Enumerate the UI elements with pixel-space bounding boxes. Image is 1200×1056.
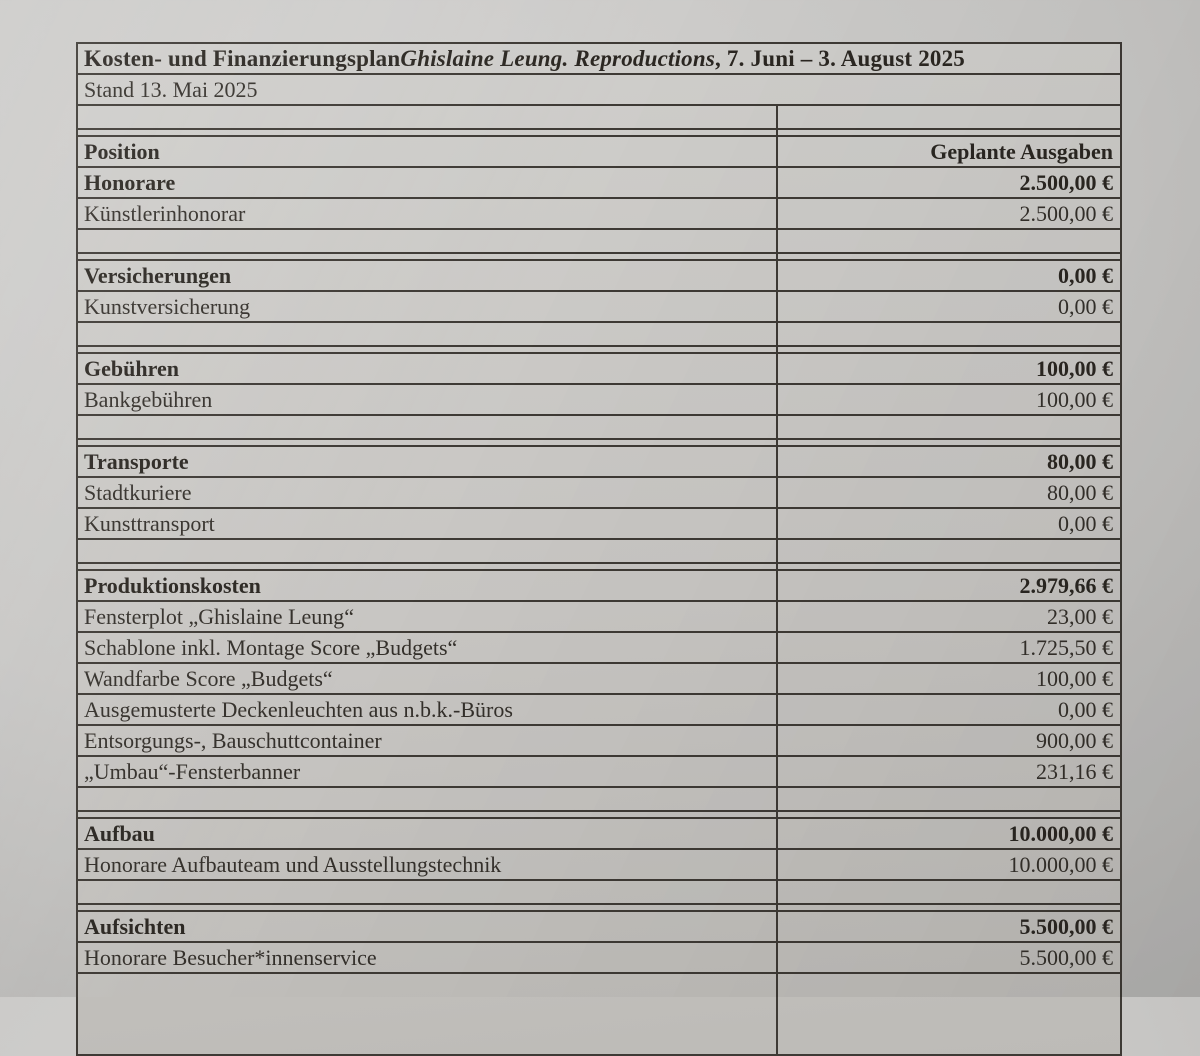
item-row <box>78 199 1120 230</box>
separator-row <box>78 788 1120 812</box>
item-row <box>78 385 1120 416</box>
section-header-row <box>78 168 1120 199</box>
section-header-amount: 80,00 € <box>1047 448 1113 474</box>
item-label: Wandfarbe Score „Budgets“ <box>84 665 333 691</box>
item-label: Bankgebühren <box>84 386 213 412</box>
item-label: Kunstversicherung <box>84 293 251 319</box>
section-header-label: Aufsichten <box>84 913 186 939</box>
item-amount: 10.000,00 € <box>1008 851 1113 877</box>
item-row <box>78 478 1120 509</box>
item-row <box>78 726 1120 757</box>
section-header-row <box>78 910 1120 943</box>
item-amount: 1.725,50 € <box>1019 634 1113 660</box>
item-amount: 100,00 € <box>1036 665 1113 691</box>
section-header-label: Gebühren <box>84 355 179 381</box>
section-header-row <box>78 445 1120 478</box>
item-label: Künstlerinhonorar <box>84 200 246 226</box>
section-header-row <box>78 259 1120 292</box>
separator-row <box>78 106 1120 130</box>
status-line: Stand 13. Mai 2025 <box>78 75 1120 106</box>
item-row <box>78 633 1120 664</box>
section-header-label: Transporte <box>84 448 189 474</box>
section-header-row <box>78 352 1120 385</box>
section-header-amount: 10.000,00 € <box>1008 820 1113 846</box>
item-label: Honorare Aufbauteam und Ausstellungstechnik <box>84 851 502 877</box>
separator-row <box>78 230 1120 254</box>
item-row <box>78 292 1120 323</box>
item-label: Entsorgungs-, Bauschuttcontainer <box>84 727 382 753</box>
section-header-amount: 0,00 € <box>1058 262 1113 288</box>
section-header-label: Versicherungen <box>84 262 232 288</box>
section-header-amount: 2.500,00 € <box>1019 169 1113 195</box>
item-amount: 23,00 € <box>1047 603 1113 629</box>
section-header-row <box>78 817 1120 850</box>
title-exhibition: Ghislaine Leung. Reproductions <box>400 46 716 71</box>
item-label: Stadtkuriere <box>84 479 192 505</box>
column-header-row <box>78 135 1120 168</box>
section-header-label: Produktionskosten <box>84 572 261 598</box>
section-header-amount: 100,00 € <box>1036 355 1113 381</box>
item-label: Fensterplot „Ghislaine Leung“ <box>84 603 355 629</box>
item-row <box>78 757 1120 788</box>
item-row <box>78 695 1120 726</box>
section-header-amount: 5.500,00 € <box>1019 913 1113 939</box>
item-amount: 0,00 € <box>1058 696 1113 722</box>
item-amount: 100,00 € <box>1036 386 1113 412</box>
item-label: Honorare Besucher*innenservice <box>84 944 377 970</box>
item-row <box>78 664 1120 695</box>
item-amount: 0,00 € <box>1058 510 1113 536</box>
item-label: Ausgemusterte Deckenleuchten aus n.b.k.-Büros <box>84 696 513 722</box>
column-header-position: Position <box>84 138 160 164</box>
item-row <box>78 850 1120 881</box>
item-amount: 5.500,00 € <box>1019 944 1113 970</box>
title-dates: , 7. Juni – 3. August 2025 <box>715 46 965 71</box>
item-row <box>78 943 1120 974</box>
section-header-row <box>78 569 1120 602</box>
column-header-amount: Geplante Ausgaben <box>930 138 1113 164</box>
section-header-label: Honorare <box>84 169 176 195</box>
item-row <box>78 509 1120 540</box>
item-label: Schablone inkl. Montage Score „Budgets“ <box>84 634 458 660</box>
section-header-amount: 2.979,66 € <box>1019 572 1113 598</box>
separator-row <box>78 881 1120 905</box>
budget-table <box>76 42 1122 1056</box>
item-amount: 0,00 € <box>1058 293 1113 319</box>
item-amount: 231,16 € <box>1036 758 1113 784</box>
item-row <box>78 602 1120 633</box>
document-title <box>78 44 1120 75</box>
separator-row <box>78 540 1120 564</box>
separator-row <box>78 974 1120 1054</box>
item-amount: 80,00 € <box>1047 479 1113 505</box>
title-prefix: Kosten- und Finanzierungsplan <box>84 46 401 71</box>
separator-row <box>78 323 1120 347</box>
separator-row <box>78 416 1120 440</box>
item-label: Kunsttransport <box>84 510 215 536</box>
item-label: „Umbau“-Fensterbanner <box>84 758 301 784</box>
section-header-label: Aufbau <box>84 820 155 846</box>
item-amount: 2.500,00 € <box>1019 200 1113 226</box>
item-amount: 900,00 € <box>1036 727 1113 753</box>
